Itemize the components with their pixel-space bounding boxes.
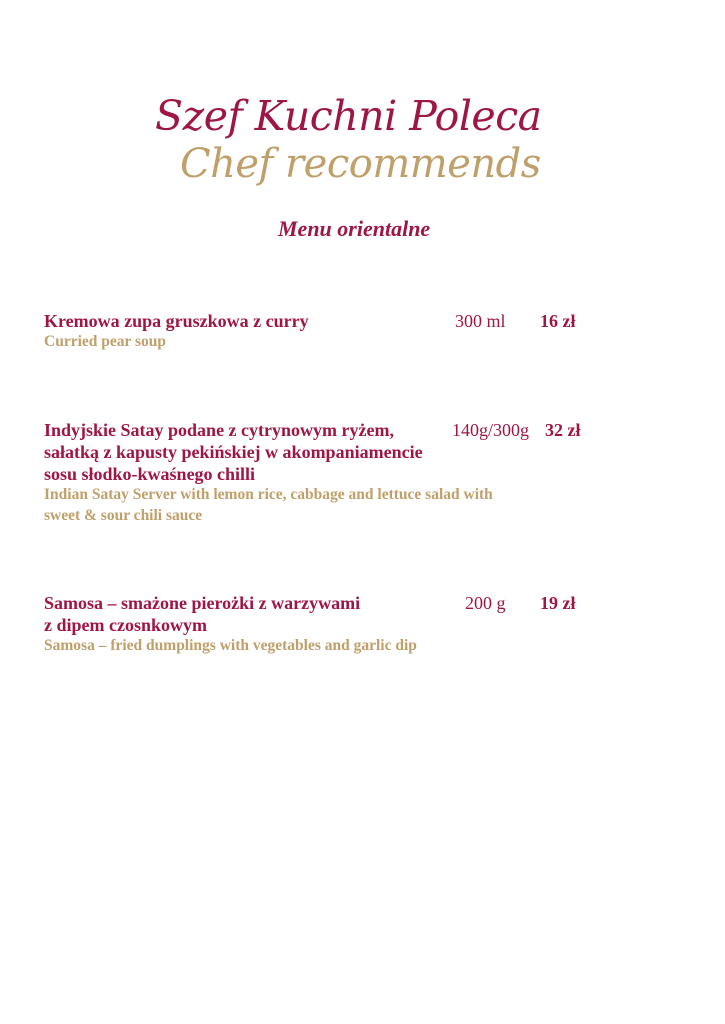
menu-item-name: Indyjskie Satay podane z cytrynowym ryżem, sałatką z kapusty pekińskiej w akompaniamencie sosu słodko-kwaśnego chilli xyxy=(44,420,423,484)
menu-item-description: Indian Satay Server with lemon rice, cabbage and lettuce salad with sweet & sour chili sauce xyxy=(44,486,493,524)
menu-item-description: Curried pear soup xyxy=(44,333,167,350)
menu-item-price: 19 zł xyxy=(540,593,576,613)
menu-item xyxy=(44,419,664,526)
menu-item-price: 32 zł xyxy=(545,420,581,440)
menu-item-description: Samosa – fried dumplings with vegetables and garlic dip xyxy=(44,637,417,654)
menu-item-name: Samosa – smażone pierożki z warzywami z dipem czosnkowym xyxy=(44,593,361,635)
menu-item xyxy=(44,592,664,657)
menu-item xyxy=(44,310,664,353)
menu-item-quantity: 200 g xyxy=(465,593,506,613)
menu-section-title: Menu orientalne xyxy=(278,216,431,241)
menu-item-price: 16 zł xyxy=(540,311,576,331)
page-title: Szef Kuchni Poleca xyxy=(155,92,542,140)
menu-item-quantity: 140g/300g xyxy=(452,420,530,440)
page-title-english: Chef recommends xyxy=(180,141,541,187)
menu-item-name: Kremowa zupa gruszkowa z curry xyxy=(44,311,309,331)
menu-item-quantity: 300 ml xyxy=(455,311,506,331)
